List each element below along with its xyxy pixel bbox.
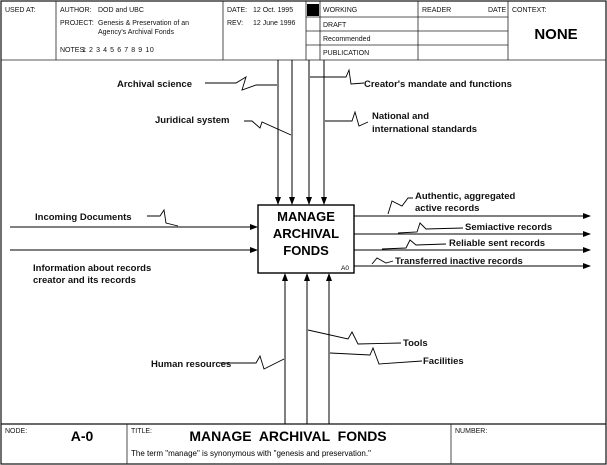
project-line-2: Agency's Archival Fonds bbox=[98, 29, 175, 36]
control-label-standards-line-2: international standards bbox=[372, 124, 478, 135]
reader-date-label: DATE bbox=[488, 7, 507, 14]
node-label: NODE: bbox=[5, 428, 28, 435]
title-subtitle: The term "manage" is synonymous with "genesis and preservation." bbox=[131, 449, 371, 458]
output-label-authentic-line-2: active records bbox=[415, 203, 480, 214]
control-label-standards-line-1: National and bbox=[372, 111, 430, 122]
notes-label: NOTES: bbox=[60, 47, 87, 54]
notes-numbers: 1 2 3 4 5 6 7 8 9 10 bbox=[82, 47, 155, 54]
activity-node-number: A0 bbox=[341, 265, 349, 272]
mechanism-label-facilities: Facilities bbox=[423, 356, 464, 367]
title-label: TITLE: bbox=[131, 428, 153, 435]
output-label-authentic-line-1: Authentic, aggregated bbox=[415, 191, 516, 202]
activity-label-line-2: ARCHIVAL bbox=[272, 226, 340, 241]
status-draft: DRAFT bbox=[323, 22, 347, 29]
working-status-marker bbox=[307, 4, 319, 16]
context-label: CONTEXT: bbox=[512, 7, 547, 14]
project-line-1: Genesis & Preservation of an bbox=[98, 20, 190, 27]
output-label-reliable-sent-records: Reliable sent records bbox=[449, 238, 546, 249]
activity-box bbox=[258, 205, 354, 273]
control-label-creators-mandate: Creator's mandate and functions bbox=[364, 79, 512, 90]
author-label: AUTHOR: bbox=[60, 7, 92, 14]
mechanism-label-human-resources: Human resources bbox=[151, 359, 232, 370]
mechanism-label-tools: Tools bbox=[403, 338, 428, 349]
reader-label: READER bbox=[422, 7, 452, 14]
date-label: DATE: bbox=[227, 7, 248, 14]
output-label-transferred-inactive-records: Transferred inactive records bbox=[395, 256, 523, 267]
node-value: A-0 bbox=[70, 428, 94, 444]
input-label-incoming-documents: Incoming Documents bbox=[35, 212, 132, 223]
context-value: NONE bbox=[534, 26, 578, 43]
rev-label: REV: bbox=[227, 20, 244, 27]
status-recommended: Recommended bbox=[323, 36, 371, 43]
status-publication: PUBLICATION bbox=[323, 50, 370, 57]
input-label-information-line-1: Information about records bbox=[33, 263, 152, 274]
status-working: WORKING bbox=[323, 7, 358, 14]
used-at-label: USED AT: bbox=[5, 7, 36, 14]
rev-value: 12 June 1996 bbox=[253, 20, 296, 27]
output-label-semiactive-records: Semiactive records bbox=[465, 222, 553, 233]
control-label-archival-science: Archival science bbox=[117, 79, 192, 90]
date-value: 12 Oct. 1995 bbox=[253, 7, 294, 14]
activity-label-line-3: FONDS bbox=[283, 243, 329, 258]
number-label: NUMBER: bbox=[455, 428, 488, 435]
control-label-juridical-system: Juridical system bbox=[155, 115, 230, 126]
project-label: PROJECT: bbox=[60, 20, 94, 27]
author-value: DOD and UBC bbox=[98, 7, 144, 14]
input-label-information-line-2: creator and its records bbox=[33, 275, 136, 286]
diagram-title: MANAGE ARCHIVAL FONDS bbox=[189, 428, 387, 444]
activity-label-line-1: MANAGE bbox=[277, 209, 335, 224]
